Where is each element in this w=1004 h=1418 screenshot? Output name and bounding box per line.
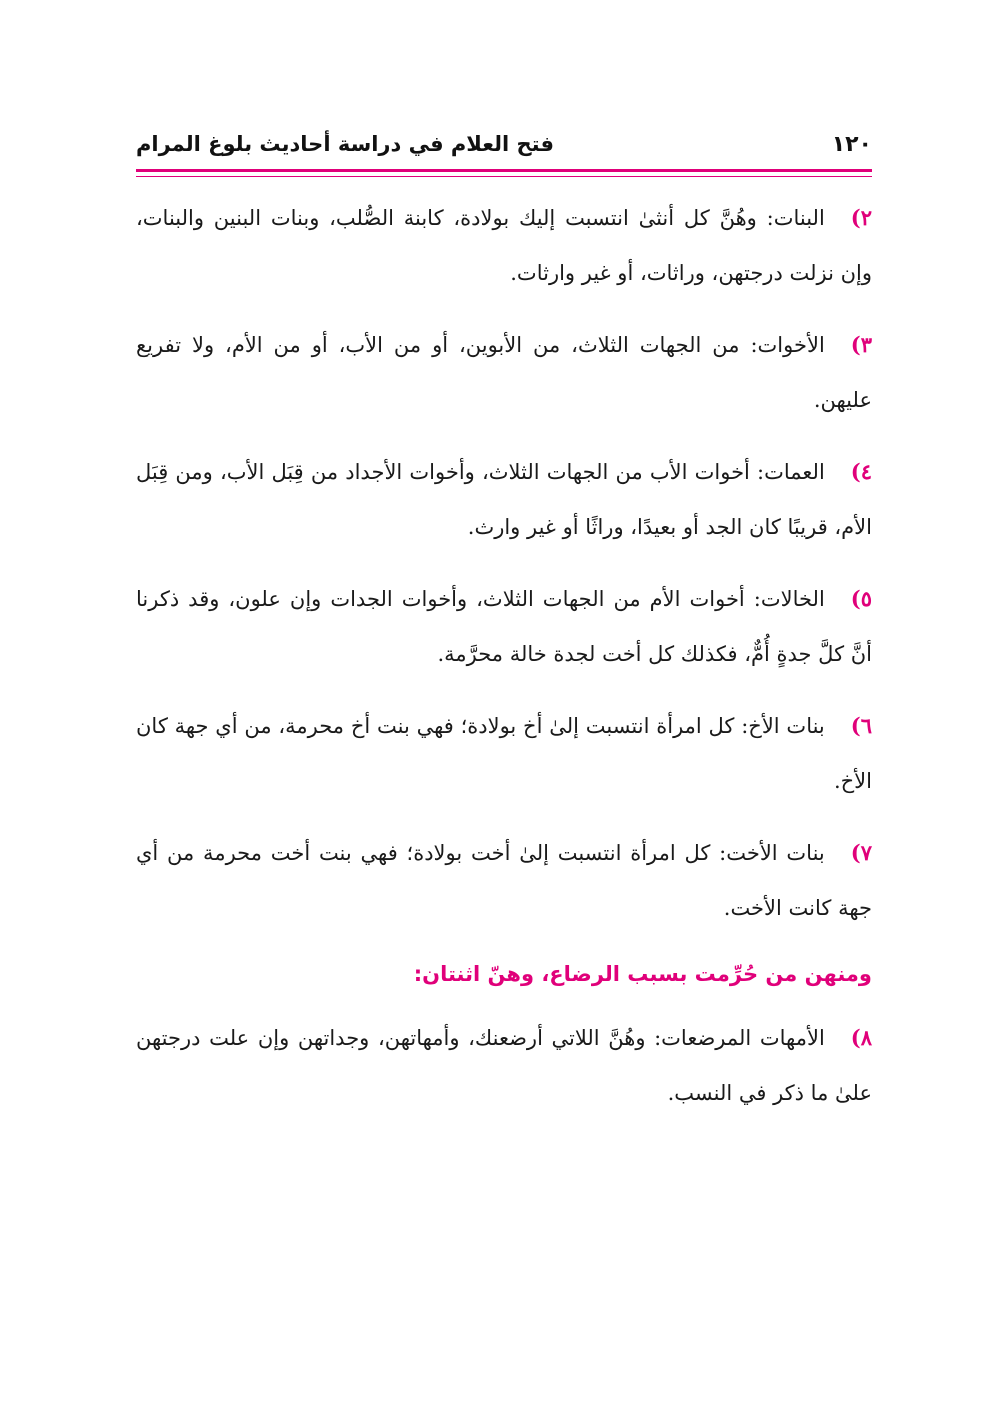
item-text: الأخوات: من الجهات الثلاث، من الأبوين، أو من الأب، أو من الأم، ولا تفريع عليهن. — [136, 333, 872, 412]
item-number: ٣) — [850, 332, 872, 357]
item-text: الخالات: أخوات الأم من الجهات الثلاث، وأخوات الجدات وإن علون، وقد ذكرنا أنَّ كلَّ جدةٍ أُمٌّ، فكذلك كل أخت لجدة خالة محرَّمة. — [136, 587, 872, 666]
item-number: ٧) — [850, 840, 872, 865]
item-number: ٥) — [850, 586, 872, 611]
item-text: البنات: وهُنَّ كل أنثىٰ انتسبت إليك بولادة، كابنة الصُّلب، وبنات البنين والبنات، وإن نزلت درجتهن، وراثات، أو غير وارثات. — [136, 206, 872, 285]
list-item — [136, 317, 872, 428]
list-item — [136, 698, 872, 809]
item-number: ٤) — [850, 459, 872, 484]
header-rule-thin — [136, 176, 872, 177]
list-item — [136, 444, 872, 555]
item-text: الأمهات المرضعات: وهُنَّ اللاتي أرضعنك، وأمهاتهن، وجداتهن وإن علت درجتهن علىٰ ما ذكر في النسب. — [136, 1026, 872, 1105]
section-heading: ومنهن من حُرِّمت بسبب الرضاع، وهنّ اثنتان: — [413, 962, 872, 986]
header-rule-thick — [136, 169, 872, 172]
page-header — [136, 128, 872, 168]
list-item — [136, 1010, 872, 1121]
list-item — [136, 825, 872, 936]
book-title: فتح العلام في دراسة أحاديث بلوغ المرام — [136, 132, 554, 156]
list-item — [136, 190, 872, 301]
page-number: ١٢٠ — [831, 132, 872, 157]
item-number: ٨) — [850, 1025, 872, 1050]
item-number: ٢) — [850, 205, 872, 230]
list-item — [136, 571, 872, 682]
item-text: العمات: أخوات الأب من الجهات الثلاث، وأخوات الأجداد من قِبَل الأب، ومن قِبَل الأم، قريبًا كان الجد أو بعيدًا، وراثًا أو غير وارث. — [136, 460, 872, 539]
item-text: بنات الأخ: كل امرأة انتسبت إلىٰ أخ بولادة؛ فهي بنت أخ محرمة، من أي جهة كان الأخ. — [136, 714, 872, 793]
item-number: ٦) — [850, 713, 872, 738]
page-body — [136, 190, 872, 1137]
item-text: بنات الأخت: كل امرأة انتسبت إلىٰ أخت بولادة؛ فهي بنت أخت محرمة من أي جهة كانت الأخت. — [136, 841, 872, 920]
